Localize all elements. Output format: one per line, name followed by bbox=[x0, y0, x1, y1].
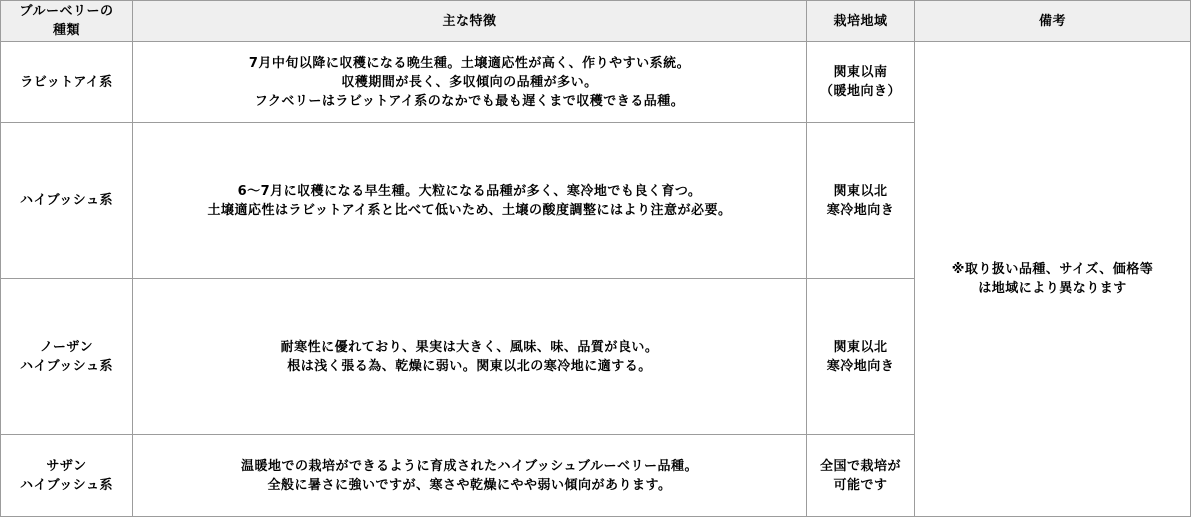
cell-type bbox=[1, 279, 133, 435]
cell-type bbox=[1, 42, 133, 123]
cell-area bbox=[807, 435, 915, 517]
area-line: 全国で栽培が bbox=[819, 458, 901, 474]
table-header-row bbox=[1, 1, 1191, 42]
cell-type bbox=[1, 123, 133, 279]
note-line: ※取り扱い品種、サイズ、価格等 bbox=[951, 262, 1154, 277]
area-line: 可能です bbox=[833, 477, 888, 493]
note-line: は地域により異なります bbox=[978, 281, 1127, 296]
area-line: （暖地向き） bbox=[819, 84, 901, 99]
type-line: サザン bbox=[46, 458, 87, 474]
feature-line: 温暖地での栽培ができるように育成されたハイブッシュブルーベリー品種。 bbox=[241, 458, 698, 474]
header-type bbox=[1, 1, 133, 42]
feature-line: フクベリーはラビットアイ系のなかでも最も遅くまで収穫できる品種。 bbox=[254, 93, 685, 109]
feature-line: 根は浅く張る為、乾燥に弱い。関東以北の寒冷地に適する。 bbox=[287, 358, 652, 374]
header-type-line: ブルーベリーの bbox=[19, 4, 114, 19]
type-line: ハイブッシュ系 bbox=[20, 193, 113, 208]
feature-line: 7月中旬以降に収穫になる晩生種。土壌適応性が高く、作りやすい系統。 bbox=[248, 55, 691, 71]
cell-area bbox=[807, 42, 915, 123]
feature-line: 耐寒性に優れており、果実は大きく、風味、味、品質が良い。 bbox=[280, 339, 659, 355]
cell-notes bbox=[915, 42, 1191, 517]
feature-line: 収穫期間が長く、多収傾向の品種が多い。 bbox=[341, 74, 598, 90]
area-line: 関東以北 bbox=[833, 339, 888, 355]
header-area: 栽培地域 bbox=[807, 1, 915, 42]
area-line: 寒冷地向き bbox=[826, 358, 895, 374]
type-line: ラビットアイ系 bbox=[20, 74, 113, 90]
feature-line: 6～7月に収穫になる早生種。大粒になる品種が多く、寒冷地でも良く育つ。 bbox=[237, 183, 702, 199]
cell-type bbox=[1, 435, 133, 517]
cell-features bbox=[133, 279, 807, 435]
area-line: 関東以北 bbox=[833, 183, 888, 199]
cell-features bbox=[133, 123, 807, 279]
header-type-line: 種類 bbox=[52, 23, 80, 38]
cell-area bbox=[807, 123, 915, 279]
feature-line: 全般に暑さに強いですが、寒さや乾燥にやや弱い傾向があります。 bbox=[267, 477, 672, 493]
table-row bbox=[1, 42, 1191, 123]
type-line: ノーザン bbox=[39, 339, 94, 355]
cell-features bbox=[133, 435, 807, 517]
area-line: 寒冷地向き bbox=[826, 202, 895, 218]
type-line: ハイブッシュ系 bbox=[20, 477, 113, 493]
cell-features bbox=[133, 42, 807, 123]
header-features: 主な特徴 bbox=[133, 1, 807, 42]
cell-area bbox=[807, 279, 915, 435]
type-line: ハイブッシュ系 bbox=[20, 358, 113, 374]
area-line: 関東以南 bbox=[833, 65, 888, 80]
feature-line: 土壌適応性はラビットアイ系と比べて低いため、土壌の酸度調整にはより注意が必要。 bbox=[207, 202, 732, 218]
header-notes: 備考 bbox=[915, 1, 1191, 42]
